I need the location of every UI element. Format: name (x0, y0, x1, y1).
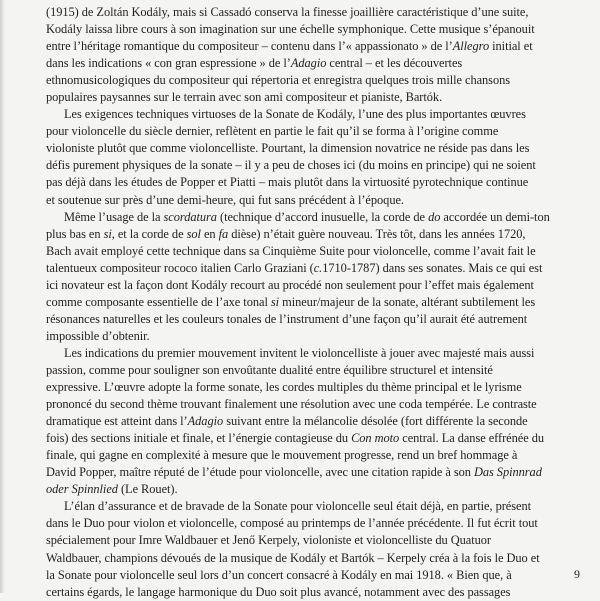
text-segment: plus bas en (46, 226, 104, 241)
text-segment: (1915) de Zoltán Kodály, mais si Cassadó conserva la finesse joaillière caractéristique d’une suite, (46, 5, 529, 19)
text-line (46, 311, 566, 328)
text-segment: (technique d’accord inusuelle, la corde de (216, 209, 429, 224)
text-segment: populaires paysannes sur le terrain avec son ami compositeur et pianiste, Bartók. (46, 90, 443, 105)
text-segment: Les indications du premier mouvement invitent le violoncelliste à jouer avec majesté mais aussi (64, 345, 535, 360)
text-line (46, 277, 566, 294)
text-line (46, 89, 566, 106)
text-line (46, 38, 566, 55)
italic-text: Adagio (290, 56, 327, 71)
text-line (46, 396, 566, 413)
text-segment: Waldbauer, champions dévoués de la musique de Kodály et Bartók – Kerpely créa à la fois le Duo et (46, 550, 540, 565)
text-segment: central – et les découvertes (326, 56, 463, 71)
text-line (46, 584, 566, 601)
italic-text: scordatura (163, 209, 217, 224)
italic-text: fa (218, 226, 229, 241)
italic-text: si (103, 226, 112, 241)
text-segment: certains égards, le langage harmonique du Duo soit plus avancé, notamment avec des passages (46, 584, 511, 599)
italic-text: c. (313, 260, 323, 275)
text-line (46, 243, 566, 260)
page-binding-edge (0, 0, 5, 593)
text-segment: dans le Duo pour violon et violoncelle, composé au printemps de l’année précédente. Il fut écrit tout (46, 516, 538, 531)
text-segment: , et la corde de (111, 226, 187, 241)
text-segment: talentueux compositeur rococo italien Carlo Graziani ( (46, 260, 314, 275)
text-line (46, 123, 566, 140)
text-line (46, 447, 566, 464)
text-line (46, 260, 566, 277)
italic-text: Allegro (452, 39, 490, 54)
text-segment: Les exigences techniques virtuoses de la Sonate de Kodály, l’une des plus importantes œuvres (64, 107, 526, 122)
text-segment: accordée un demi-ton (440, 209, 550, 224)
text-segment: suivant entre la mélancolie désolée (fort différente la seconde (223, 414, 528, 429)
text-segment: L’élan d’assurance et de bravade de la Sonate pour violoncelle seul était déjà, en partie, présent (64, 499, 532, 514)
text-line (46, 294, 566, 311)
text-line (46, 379, 566, 396)
text-line (46, 464, 566, 481)
text-segment: violoniste plutôt que comme violoncelliste. Pourtant, la dimension novatrice ne réside pas dans les (46, 141, 530, 156)
text-line (46, 21, 566, 38)
text-segment: et soutenue sur près d’une demi-heure, qui fut sans précédent à l’époque. (46, 192, 404, 207)
text-line (46, 4, 566, 21)
text-line (46, 192, 566, 209)
text-line (46, 430, 566, 447)
text-segment: mineur/majeur de la sonate, altérant subtilement les (279, 294, 536, 309)
italic-text: Adagio (187, 414, 224, 429)
italic-text: si (270, 294, 280, 309)
text-line (46, 226, 566, 243)
text-segment: pas déjà dans les études de Popper et Piatti – mais plutôt dans la virtuosité pyrotechnique continue (46, 175, 529, 190)
text-segment: ici novateur est la façon dont Kodály recourt au procédé non seulement pour l’effet mais également (46, 277, 534, 292)
text-segment: prononcé du second thème trouvant finalement une résolution avec une coda tempérée. Le contraste (46, 397, 537, 412)
text-segment: initial et (489, 39, 533, 54)
text-line (46, 174, 566, 191)
text-segment: (Le Rouet). (117, 482, 178, 497)
text-segment: expressive. L’œuvre adopte la forme sonate, les cordes multiples du thème principal et le lyrisme (46, 380, 522, 395)
page-number: 9 (574, 567, 580, 581)
text-line (46, 328, 566, 345)
text-line (46, 106, 566, 123)
text-segment: impossible d’obtenir. (46, 328, 150, 343)
text-segment: passion, comme pour souligner son envoûtante dualité entre équilibre structurel et intensité (46, 362, 493, 377)
text-line (46, 532, 566, 549)
italic-text: Das Spinnrad (473, 465, 542, 480)
text-line (46, 140, 566, 157)
text-segment: finale, qui gagne en complexité à mesure que le mouvement progresse, rend un bref hommage à (46, 448, 518, 463)
text-segment: pour violoncelle du siècle dernier, reflètent en partie le fait qu’il se forma à l’origine comme (46, 124, 499, 139)
text-segment: dans les indications « con gran espressione » de l’ (46, 56, 291, 71)
text-segment: entre l’héritage romantique du compositeur – contenu dans l’« appassionato » de l’ (46, 39, 453, 54)
text-segment: Même l’usage de la (64, 209, 164, 224)
text-line (46, 481, 566, 498)
text-segment: ethnomusicologiques du compositeur qui répertoria et enregistra quelques trois mille chansons (46, 73, 511, 88)
text-line (46, 157, 566, 174)
text-segment: 1710-1787) dans ses sonates. Mais ce qui est (322, 260, 543, 275)
text-segment: central. La danse effrénée du (399, 431, 545, 446)
text-segment: dièse) n’était guère nouveau. Très tôt, dans les années 1720, (228, 226, 526, 241)
text-line (46, 209, 566, 226)
text-segment: Kodály laissa libre cours à son imagination sur une échelle symphonique. Cette musique s’épanouit (46, 22, 535, 37)
text-line (46, 72, 566, 89)
text-segment: la Sonate pour violoncelle seul lors d’un concert consacré à Kodály en mai 1918. « Bien que, à (46, 567, 512, 582)
text-segment: Bach avait employé cette technique dans sa Cinquième Suite pour violoncelle, comme l’avait fait le (46, 243, 536, 258)
italic-text: sol (186, 226, 201, 241)
text-segment: David Popper, maître réputé de l’étude pour violoncelle, avec une citation rapide à son (46, 465, 474, 480)
text-segment: comme composante essentielle de l’axe tonal (46, 294, 271, 309)
italic-text: Con moto (351, 431, 400, 446)
text-line (46, 345, 566, 362)
text-segment: fois) des sections initiale et finale, et l’énergie contagieuse du (46, 431, 352, 446)
text-line (46, 550, 566, 567)
text-line (46, 55, 566, 72)
text-line (46, 498, 566, 515)
italic-text: do (428, 209, 441, 224)
text-line (46, 362, 566, 379)
text-line (46, 567, 566, 584)
text-segment: dramatique est atteint dans l’ (46, 414, 188, 429)
text-segment: défis purement physiques de la sonate – il y a peu de choses ici (du moins en principe) qui ne soient (46, 158, 536, 173)
text-line (46, 413, 566, 430)
body-text (46, 4, 566, 601)
text-segment: résonances naturelles et les couleurs tonales de l’instrument d’une façon qu’il aurait été autrement (46, 311, 528, 326)
italic-text: oder Spinnlied (46, 482, 118, 497)
text-segment: en (200, 226, 219, 241)
text-segment: spécialement pour Imre Waldbauer et Jenő Kerpely, violoniste et violoncelliste du Quatuor (46, 533, 491, 548)
text-line (46, 515, 566, 532)
